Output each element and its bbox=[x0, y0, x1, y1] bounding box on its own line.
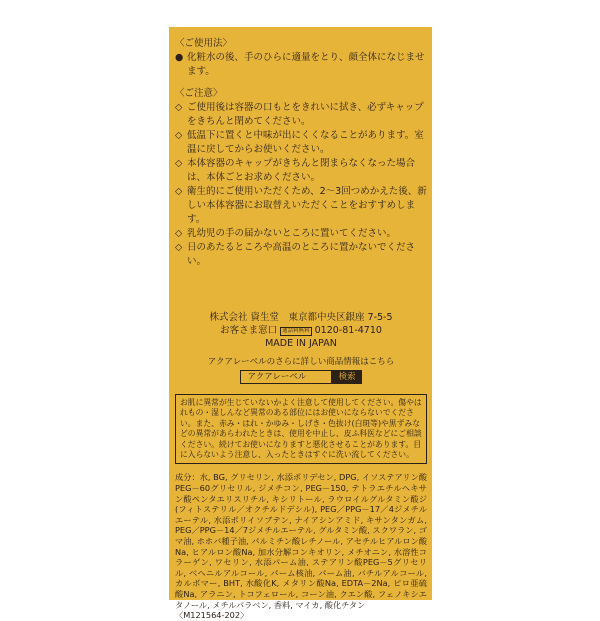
caution-item-text: ご使用後は容器の口もとをきれいに拭き、必ずキャップをきちんと閉めてください。 bbox=[187, 102, 424, 127]
product-box-panel bbox=[169, 27, 432, 621]
caution-item bbox=[175, 129, 427, 157]
caution-item-text: 日のあたるところや高温のところに置かないでください。 bbox=[187, 242, 416, 267]
customer-window-label: お客さま窓口 bbox=[220, 325, 278, 336]
company-name-address: 株式会社 資生堂 東京都中央区銀座 7-5-5 bbox=[209, 312, 393, 323]
product-code: 〈M121564-202〉 bbox=[175, 610, 249, 621]
caution-item-text: 本体容器のキャップがきちんと閉まらなくなった場合は、本体ごとお求めください。 bbox=[187, 158, 416, 183]
search-button: 検索 bbox=[332, 370, 361, 384]
diamond-bullet-icon: ◇ bbox=[175, 186, 183, 197]
caution-title: 〈ご注意〉 bbox=[175, 88, 223, 99]
product-info-text: アクアレーベルのさらに詳しい商品情報はこちら bbox=[207, 357, 395, 367]
caution-item bbox=[175, 157, 427, 185]
company-block bbox=[175, 311, 427, 350]
customer-window-line bbox=[175, 324, 427, 337]
caution-item bbox=[175, 101, 427, 129]
filled-circle-bullet-icon: ● bbox=[175, 52, 184, 63]
diamond-bullet-icon: ◇ bbox=[175, 130, 183, 141]
usage-item-text: 化粧水の後、手のひらに適量をとり、顔全体になじませます。 bbox=[187, 52, 425, 77]
diamond-bullet-icon: ◇ bbox=[175, 242, 183, 253]
skin-warning-box: お肌に異常が生じていないかよく注意して使用してください。傷やはれもの・湿しんなど異常のある部位にはお使いにならないでください。また、赤み・はれ・かゆみ・しげき・色抜け(白斑等)や黒ずみなどの異常があらわれたときは、使用を中止し、皮ふ科医などにご相談ください。続けてお使いになりますと悪化させることがあります。目に入らないよう注意し、入ったときはすぐに洗い流してください。 bbox=[175, 394, 427, 464]
search-term: アクアレーベル bbox=[240, 370, 332, 384]
caution-item bbox=[175, 241, 427, 269]
caution-item bbox=[175, 185, 427, 227]
label-content bbox=[175, 37, 427, 621]
caution-item-text: 低温下に置くと中味が出にくくなることがあります。室温に戻してからお使いください。 bbox=[187, 130, 424, 155]
toll-free-badge: 通話料無料 bbox=[282, 328, 310, 334]
diamond-bullet-icon: ◇ bbox=[175, 158, 183, 169]
ingredients-list: 成分：水, BG, グリセリン, 水添ポリデセン, DPG, イソステアリン酸PEG－60グリセリル, ジメチコン, PEG－150, テトラエチルヘキサン酸ペンタエリスリチル, キシリトール, ラウロイルグルタミン酸ジ(フィトステリル／オクチルドデシル), PEG／PPG－17／4ジメチルエーテル, 水添ポリイソブテン, ナイアシンアミド, キサンタンガム, PEG／PPG－14／7ジメチルエーテル, グルタミン酸, スクワラン, ゴマ油, ホホバ種子油, パルミチン酸レチノール, アセチルヒアルロン酸Na, ヒアルロン酸Na, 加水分解コンキオリン, メチオニン, 水溶性コラーゲン, ワセリン, 水添パーム油, ステアリン酸PEG－5グリセリル, ベヘニルアルコール, パーム核油, パーム油, バチルアルコール, カルボマー, BHT, 水酸化K, メタリン酸Na, EDTA－2Na, ピロ亜硫酸Na, アラニン, トコフェロール, コーン油, クエン酸, フェノキシエタノール, メチルパラベン, 香料, マイカ, 酸化チタン bbox=[175, 472, 427, 610]
caution-item-text: 乳幼児の手の届かないところに置いてください。 bbox=[187, 228, 397, 239]
caution-item bbox=[175, 227, 427, 241]
usage-item bbox=[175, 51, 427, 79]
made-in: MADE IN JAPAN bbox=[265, 338, 337, 349]
phone-number: 0120-81-4710 bbox=[314, 325, 382, 336]
diamond-bullet-icon: ◇ bbox=[175, 228, 183, 239]
diamond-bullet-icon: ◇ bbox=[175, 102, 183, 113]
search-box bbox=[175, 370, 427, 384]
usage-title: 〈ご使用法〉 bbox=[175, 38, 233, 49]
caution-item-text: 衛生的にご使用いただくため、2〜3回つめかえた後、新しい本体容器にお取替えいただくことをおすすめします。 bbox=[187, 186, 427, 225]
